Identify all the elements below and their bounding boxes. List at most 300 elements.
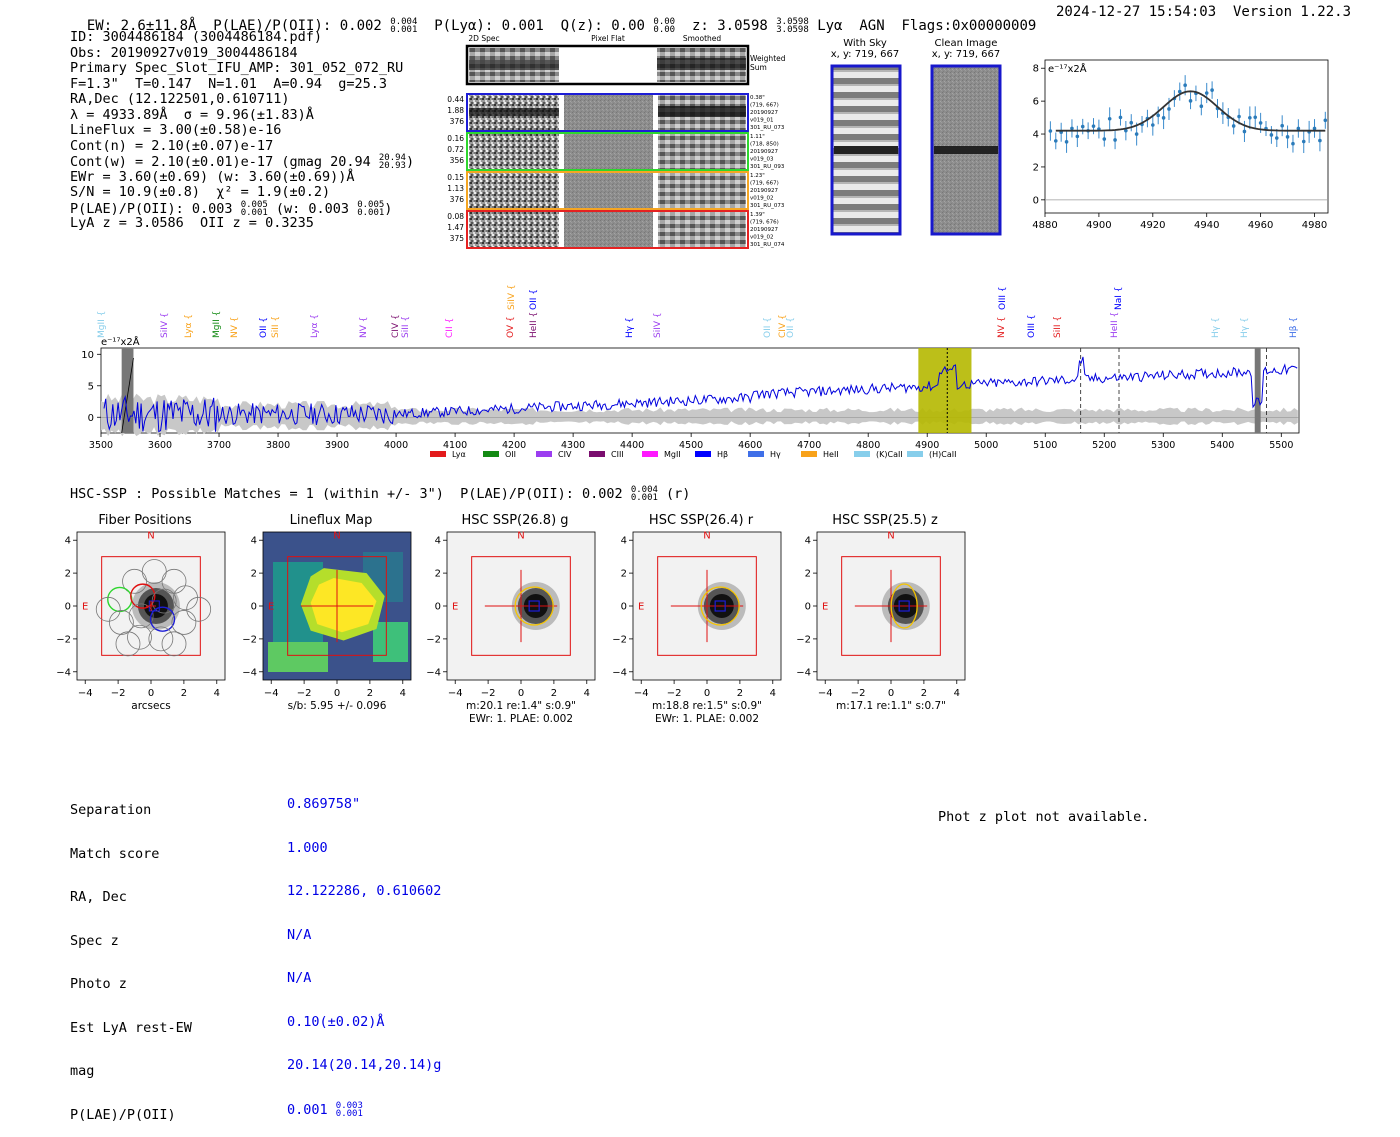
- hsc-xtick-label: 0: [517, 688, 525, 699]
- fit-ytick-label: 2: [1032, 162, 1039, 174]
- legend-swatch: [907, 451, 923, 457]
- hsc-xtick-label: 4: [399, 688, 406, 699]
- table-value: 12.122286, 0.610602: [287, 883, 442, 899]
- spectral-line-label: SiII {: [271, 315, 281, 338]
- hsc-xtick-label: 0: [887, 688, 895, 699]
- fit-point: [1162, 116, 1166, 120]
- table-label: Photo z: [70, 976, 127, 992]
- hsc-xtick-label: −4: [633, 688, 649, 699]
- fit-point: [1129, 121, 1133, 125]
- legend-swatch: [695, 451, 711, 457]
- fit-point: [1113, 138, 1117, 142]
- spectrum-xtick-label: 4000: [383, 440, 409, 451]
- spectral-line-label: Lyα {: [310, 313, 320, 338]
- hsc-panel: [56, 512, 230, 727]
- spectrum-xtick-label: 5200: [1092, 440, 1117, 451]
- info-contn: Cont(n) = 2.10(±0.07)e-17: [70, 137, 274, 154]
- header-z-sup: 3.0598: [776, 17, 809, 27]
- hsc-xtick-label: −2: [110, 688, 126, 699]
- spectral-line-label: CIV {: [391, 314, 401, 338]
- cutout-right-value: (719, 667): [750, 102, 779, 109]
- legend-swatch: [483, 451, 499, 457]
- info-obs: Obs: 20190927v019_3004486184: [70, 44, 298, 61]
- info-contw-sub: 20.93: [378, 161, 406, 171]
- spectral-line-label: SiIV {: [653, 312, 663, 338]
- spectral-line-label: NV {: [359, 316, 369, 338]
- info-lya-z: LyA z = 3.0586 OII z = 0.3235: [70, 215, 314, 231]
- hsc-ytick-label: 2: [804, 568, 811, 580]
- hsc-xtick-label: 2: [550, 688, 558, 699]
- cutout-right-value: 20190927: [750, 188, 778, 194]
- spectral-line-label: MgII {: [212, 310, 222, 338]
- info-plae-tail: ): [384, 200, 393, 217]
- clean-image-title: [925, 38, 1007, 60]
- spectrum-xtick-label: 5000: [974, 440, 999, 451]
- spectrum-xtick-label: 5300: [1151, 440, 1176, 451]
- spectral-line-label: OII {: [786, 317, 796, 338]
- cutout-left-value: 0.72: [447, 145, 464, 154]
- spectral-line-label: Lyα {: [184, 313, 194, 338]
- cutout-left-value: 356: [449, 156, 464, 165]
- fit-point: [1135, 132, 1139, 136]
- cutout-pixel-flat: [564, 172, 654, 209]
- hsc-ytick-label: 2: [250, 568, 257, 580]
- info-plae-sub: 0.001: [240, 207, 268, 218]
- cutout-right-value: (719, 667): [750, 180, 779, 187]
- masked-region: [1255, 348, 1261, 433]
- cutout-right-value: (719, 676): [750, 219, 779, 226]
- cutout-smoothed: [657, 211, 746, 248]
- spectral-line-label: SiII {: [401, 315, 411, 338]
- legend-swatch: [642, 451, 658, 457]
- match-table-labels: [70, 774, 192, 1137]
- hsc-xtick-label: −4: [77, 688, 93, 699]
- fit-point: [1189, 99, 1193, 103]
- spectral-line-label: NV {: [230, 316, 240, 338]
- fit-point: [1291, 142, 1295, 146]
- header-qz-sup: 0.00: [653, 17, 676, 27]
- fit-point: [1102, 137, 1106, 141]
- spectral-line-label: OII {: [259, 317, 269, 338]
- hsc-xtick-label: −2: [666, 688, 682, 699]
- hsc-ytick-label: 0: [804, 601, 811, 613]
- cutout-right-value: v019_02: [750, 234, 774, 241]
- fit-point: [1286, 135, 1290, 139]
- hsc-panel-plot: [612, 512, 776, 727]
- info-radec: RA,Dec (12.122501,0.610711): [70, 91, 290, 107]
- cutout-right-value: 301_RU_093: [750, 164, 785, 170]
- table-plae-frac: [336, 1102, 363, 1118]
- east-marker: E: [638, 601, 645, 613]
- spectrum-xtick-label: 3600: [147, 440, 173, 451]
- cutout-right-value: 20190927: [750, 227, 778, 233]
- fit-xtick-label: 4920: [1140, 220, 1166, 231]
- east-marker: E: [82, 601, 89, 613]
- fit-point: [1253, 115, 1257, 119]
- cutout-right-value: 20190927: [750, 149, 778, 155]
- hsc-panel-plot: [56, 512, 220, 727]
- cutout-right-value: v019_03: [750, 156, 774, 163]
- hsc-panel-title: Fiber Positions: [98, 513, 192, 528]
- cutout-left-value: 0.16: [447, 134, 464, 143]
- cutout-trace: [469, 108, 559, 116]
- info-plae-sup: 0.005: [240, 199, 268, 210]
- cutout-smoothed: [657, 133, 746, 170]
- hsc-xtick-label: 2: [920, 688, 928, 699]
- hsc-xtick-label: 2: [736, 688, 744, 699]
- cutout-right-value: 301_RU_073: [750, 203, 785, 209]
- hsc-xtick-label: 0: [333, 688, 341, 699]
- legend-label: CIV: [558, 450, 572, 459]
- hsc-title-sub: 0.001: [630, 493, 658, 503]
- spectrum-xtick-label: 4300: [561, 440, 586, 451]
- with-sky-xy: x, y: 719, 667: [830, 49, 900, 60]
- info-ewr: EWr = 3.60(±0.69) (w: 3.60(±0.69))Å: [70, 168, 355, 185]
- hsc-xtick-label: −2: [850, 688, 866, 699]
- spectral-line-label: SiIV {: [507, 284, 517, 310]
- hsc-xtick-label: 4: [769, 688, 776, 699]
- cutout-right-value: 1.23": [750, 173, 765, 179]
- with-sky-title: [830, 38, 900, 60]
- fit-point: [1297, 127, 1301, 131]
- north-marker: N: [517, 530, 525, 542]
- table-label: Spec z: [70, 932, 119, 949]
- spectral-line-label: Hγ {: [1211, 317, 1221, 338]
- hsc-caption-1: s/b: 5.95 +/- 0.096: [287, 700, 387, 712]
- spectrum-xtick-label: 3700: [206, 440, 232, 451]
- legend-swatch: [589, 451, 605, 457]
- header-ew-text: EW: 2.6±11.8Å P(LAE)/P(OII): 0.002: [86, 18, 391, 34]
- hsc-xtick-label: 4: [953, 688, 960, 699]
- north-marker: N: [887, 530, 895, 542]
- fit-point: [1243, 130, 1247, 134]
- hsc-ytick-label: −4: [612, 667, 627, 679]
- spectrum-xtick-label: 4400: [620, 440, 645, 451]
- hsc-title-frac: [631, 486, 658, 502]
- fit-point: [1210, 88, 1214, 92]
- clean-image: [930, 64, 1002, 236]
- hsc-ytick-label: 4: [804, 535, 811, 547]
- hsc-xtick-label: 2: [180, 688, 188, 699]
- hsc-panel: [242, 512, 416, 727]
- north-marker: N: [147, 530, 155, 542]
- fit-point: [1270, 133, 1274, 137]
- spectral-line-label: CIV {: [778, 314, 788, 338]
- cutout-right-value: (718, 850): [750, 141, 779, 148]
- table-plae-sup: 0.003: [335, 1100, 363, 1111]
- header-z-sub: 3.0598: [776, 25, 809, 35]
- hsc-title: [70, 486, 690, 502]
- hsc-ytick-label: 0: [620, 601, 627, 613]
- hsc-panel-plot: [796, 512, 960, 727]
- legend-swatch: [801, 451, 817, 457]
- table-label: Separation: [70, 802, 152, 818]
- cutout-rows: [447, 94, 785, 248]
- spectral-line-label: Hβ {: [1289, 316, 1299, 338]
- spectral-line-label: NaI {: [1114, 286, 1124, 310]
- info-contw: [70, 154, 414, 170]
- fit-point: [1318, 139, 1322, 143]
- fit-point: [1232, 124, 1236, 128]
- spectrum-xtick-label: 4500: [679, 440, 704, 451]
- info-primary: Primary Spec_Slot_IFU_AMP: 301_052_072_RU: [70, 60, 404, 76]
- hsc-caption-1: m:17.1 re:1.1" s:0.7": [836, 700, 946, 712]
- fit-point: [1108, 117, 1112, 121]
- spectral-line-labels: [97, 284, 1299, 338]
- hsc-caption-2: EWr: 1. PLAE: 0.002: [654, 713, 760, 725]
- cutout-col-pixelflat: Pixel Flat: [591, 34, 625, 43]
- hsc-ytick-label: −2: [796, 634, 811, 646]
- with-sky-label: With Sky: [843, 38, 887, 49]
- table-value: 0.869758": [287, 796, 361, 812]
- cutout-right-value: 1.11": [750, 134, 765, 140]
- hsc-caption-1: arcsecs: [131, 700, 171, 712]
- table-value: 1.000: [287, 839, 328, 856]
- hsc-caption-2: EWr: 1. PLAE: 0.002: [468, 713, 574, 725]
- cutout-gap: [559, 172, 564, 209]
- fit-ytick-label: 4: [1032, 129, 1039, 141]
- lineflux-region: [373, 622, 408, 662]
- spectral-line-label: OII {: [763, 317, 773, 338]
- weighted-sum-label-1: Weighted: [750, 54, 786, 63]
- hsc-ytick-label: 2: [64, 568, 71, 580]
- cutout-left-value: 376: [449, 117, 464, 126]
- cutout-col-2dspec: 2D Spec: [468, 34, 500, 43]
- table-plae-sub: 0.001: [335, 1108, 363, 1119]
- clean-image-trace: [934, 146, 998, 154]
- legend-label: OII: [505, 450, 517, 459]
- weighted-smoothed-trace: [657, 58, 746, 70]
- cutout-gap: [653, 133, 658, 170]
- info-plae-text: P(LAE)/P(OII): 0.003: [70, 200, 241, 217]
- fiber-cutouts: [440, 32, 790, 256]
- spectral-line-label: CII {: [445, 317, 455, 338]
- cutout-right-value: 301_RU_073: [750, 125, 785, 131]
- hsc-caption-1: m:20.1 re:1.4" s:0.9": [466, 700, 576, 712]
- cutout-right-value: 301_RU_074: [750, 242, 785, 248]
- spectral-line-label: HeII {: [529, 311, 539, 338]
- cutout-trace: [657, 106, 746, 117]
- fit-ytick-label: 6: [1032, 96, 1039, 108]
- spectrum-xtick-label: 4100: [442, 440, 468, 451]
- fit-ylabel: e⁻¹⁷x2Å: [1048, 64, 1087, 75]
- fit-point: [1167, 107, 1171, 111]
- table-plae-text: 0.001: [287, 1101, 336, 1118]
- hsc-title-sup: 0.004: [630, 485, 658, 495]
- hsc-xtick-label: −4: [263, 688, 279, 699]
- spectral-line-label: SiIV {: [160, 312, 170, 338]
- spectrum-ylabel: e⁻¹⁷x2Å: [101, 337, 140, 348]
- cutout-right-value: 20190927: [750, 110, 778, 116]
- hsc-ytick-label: −2: [242, 634, 257, 646]
- info-plae-w-frac: [357, 201, 384, 217]
- fit-point: [1054, 139, 1058, 143]
- cutout-pixel-flat: [564, 211, 654, 248]
- hsc-title-tail: (r): [657, 486, 691, 502]
- table-value: 0.10(±0.02)Å: [287, 1013, 385, 1030]
- fit-point: [1313, 127, 1317, 131]
- info-lineflux: LineFlux = 3.00(±0.58)e-16: [70, 122, 282, 138]
- table-label: Est LyA rest-EW: [70, 1019, 192, 1036]
- legend-label: (K)CaII: [876, 450, 903, 459]
- cutout-left-value: 0.15: [447, 173, 464, 182]
- fit-point: [1324, 119, 1328, 123]
- hsc-ytick-label: −2: [426, 634, 441, 646]
- fit-point: [1156, 114, 1160, 118]
- legend-label: Hβ: [717, 450, 729, 459]
- hsc-title-text: HSC-SSP : Possible Matches = 1 (within +/- 3") P(LAE)/P(OII): 0.002: [70, 486, 631, 502]
- hsc-xtick-label: 0: [703, 688, 711, 699]
- fit-point: [1200, 104, 1204, 108]
- cutout-gap: [559, 133, 564, 170]
- legend-label: HeII: [823, 450, 839, 459]
- east-marker: E: [822, 601, 829, 613]
- line-window-highlight: [918, 348, 971, 433]
- detection-info: [70, 30, 414, 232]
- hsc-panel: [612, 512, 786, 727]
- legend-label: (H)CaII: [929, 450, 957, 459]
- hsc-caption-1: m:18.8 re:1.5" s:0.9": [652, 700, 762, 712]
- info-contw-text: Cont(w) = 2.10(±0.01)e-17 (gmag 20.94: [70, 154, 379, 170]
- fit-xtick-label: 4960: [1247, 220, 1274, 231]
- info-fibers: F=1.3" T=0.147 N=1.01 A=0.94 g=25.3: [70, 75, 387, 92]
- fit-point: [1081, 125, 1085, 129]
- spectrum-xtick-label: 3800: [265, 440, 291, 451]
- hsc-panel: [426, 512, 600, 727]
- cutout-left-value: 1.13: [447, 184, 464, 193]
- full-spectrum: [60, 278, 1320, 468]
- fit-point: [1092, 124, 1096, 128]
- fit-point: [1237, 115, 1241, 119]
- hsc-ytick-label: 4: [250, 535, 257, 547]
- legend-swatch: [430, 451, 446, 457]
- north-marker: N: [333, 530, 341, 542]
- fit-point: [1302, 140, 1306, 144]
- header-datetime: 2024-12-27 15:54:03 Version 1.22.3: [1056, 4, 1352, 20]
- legend-swatch: [854, 451, 870, 457]
- spectral-line-label: Hγ {: [1240, 317, 1250, 338]
- info-id: ID: 3004486184 (3004486184.pdf): [70, 29, 322, 45]
- table-value: N/A: [287, 970, 312, 986]
- hsc-panel: [796, 512, 970, 727]
- cutout-2d-spec: [469, 172, 559, 209]
- hsc-ytick-label: 4: [620, 535, 627, 547]
- cutout-col-smoothed: Smoothed: [682, 34, 722, 43]
- cutout-gap: [653, 94, 658, 131]
- hsc-xtick-label: −2: [296, 688, 312, 699]
- spectrum-xtick-label: 4800: [856, 440, 881, 451]
- spectrum-xtick-label: 4900: [915, 440, 940, 451]
- spectrum-xtick-label: 5100: [1033, 440, 1058, 451]
- cutout-2d-spec: [469, 133, 559, 170]
- fit-point: [1076, 135, 1080, 139]
- spectral-line-label: OII {: [529, 289, 539, 310]
- match-table-values: [287, 768, 441, 1132]
- legend-label: Hγ: [770, 450, 781, 459]
- fit-point: [1259, 121, 1263, 125]
- legend-label: Lyα: [452, 450, 466, 459]
- cutout-gap: [653, 211, 658, 248]
- hsc-panel-title: HSC SSP(26.4) r: [648, 513, 754, 528]
- hsc-xtick-label: 4: [213, 688, 220, 699]
- photz-note: Phot z plot not available.: [938, 809, 1150, 825]
- line-fit-plot: [1030, 52, 1350, 237]
- fit-ytick-label: 8: [1032, 63, 1039, 75]
- spectrum-ytick-label: 0: [87, 412, 94, 424]
- cutout-smoothed: [657, 172, 746, 209]
- cutout-gap: [559, 211, 564, 248]
- spectrum-ytick-label: 10: [81, 349, 94, 361]
- cutout-left-value: 0.08: [447, 212, 464, 221]
- hsc-ytick-label: 0: [250, 601, 257, 613]
- cutout-left-value: 1.88: [447, 106, 464, 115]
- fit-axes: [1045, 60, 1328, 213]
- fit-point: [1280, 124, 1284, 128]
- fit-point: [1183, 83, 1187, 87]
- header-mid-text: P(Lyα): 0.001 Q(z): 0.00: [417, 18, 654, 34]
- cutout-right-value: 1.39": [750, 212, 765, 218]
- clean-image-label: Clean Image: [934, 38, 998, 49]
- fit-point: [1065, 140, 1069, 144]
- legend-label: MgII: [664, 450, 681, 459]
- legend-swatch: [536, 451, 552, 457]
- fit-xtick-label: 4900: [1086, 220, 1112, 231]
- legend-swatch: [748, 451, 764, 457]
- hsc-panel-plot: [242, 512, 406, 727]
- with-sky-trace: [834, 146, 898, 154]
- spectrum-xtick-label: 3500: [88, 440, 114, 451]
- spectrum-xtick-label: 5400: [1210, 440, 1235, 451]
- hsc-xtick-label: −2: [480, 688, 496, 699]
- fit-xtick-label: 4880: [1032, 220, 1058, 231]
- cutout-pixel-flat: [564, 133, 654, 170]
- hsc-ytick-label: −4: [56, 667, 71, 679]
- hsc-xtick-label: 4: [583, 688, 590, 699]
- hsc-ytick-label: −2: [56, 634, 71, 646]
- cutout-left-value: 376: [449, 195, 464, 204]
- info-sn: S/N = 10.9(±0.8) χ² = 1.9(±0.2): [70, 184, 331, 200]
- hsc-xtick-label: −4: [447, 688, 463, 699]
- fit-ytick-label: 0: [1032, 195, 1039, 207]
- hsc-panel-title: Lineflux Map: [289, 513, 373, 528]
- weighted-sum-label-2: Sum: [750, 63, 767, 72]
- hsc-panel-title: HSC SSP(26.8) g: [461, 513, 569, 528]
- spectral-line-label: MgII {: [97, 310, 107, 338]
- cutout-left-value: 375: [449, 234, 464, 243]
- fit-point: [1248, 116, 1252, 120]
- cutout-right-value: v019_01: [750, 117, 774, 124]
- info-plae-w: (w: 0.003: [267, 200, 358, 217]
- info-lambda: λ = 4933.89Å σ = 9.96(±1.83)Å: [70, 106, 314, 123]
- cutout-2d-spec: [469, 211, 559, 248]
- table-value: N/A: [287, 926, 312, 943]
- hsc-ytick-label: −4: [426, 667, 441, 679]
- weighted-2d-trace: [469, 60, 559, 70]
- fit-point: [1070, 127, 1074, 131]
- table-label: Match score: [70, 845, 160, 862]
- header-qz-sub: 0.00: [653, 25, 676, 35]
- spectral-line-label: HeII {: [1110, 311, 1120, 338]
- table-value: 20.14(20.14,20.14)g: [287, 1057, 442, 1073]
- cutout-gap: [653, 172, 658, 209]
- header-tail-text: Lyα AGN Flags:0x00000009: [808, 18, 1037, 34]
- fit-xtick-label: 4940: [1193, 220, 1220, 231]
- info-contw-frac: [379, 154, 406, 170]
- fit-point: [1151, 123, 1155, 127]
- hsc-ytick-label: 0: [64, 601, 71, 613]
- fit-point: [1205, 91, 1209, 95]
- hsc-xtick-label: 0: [147, 688, 155, 699]
